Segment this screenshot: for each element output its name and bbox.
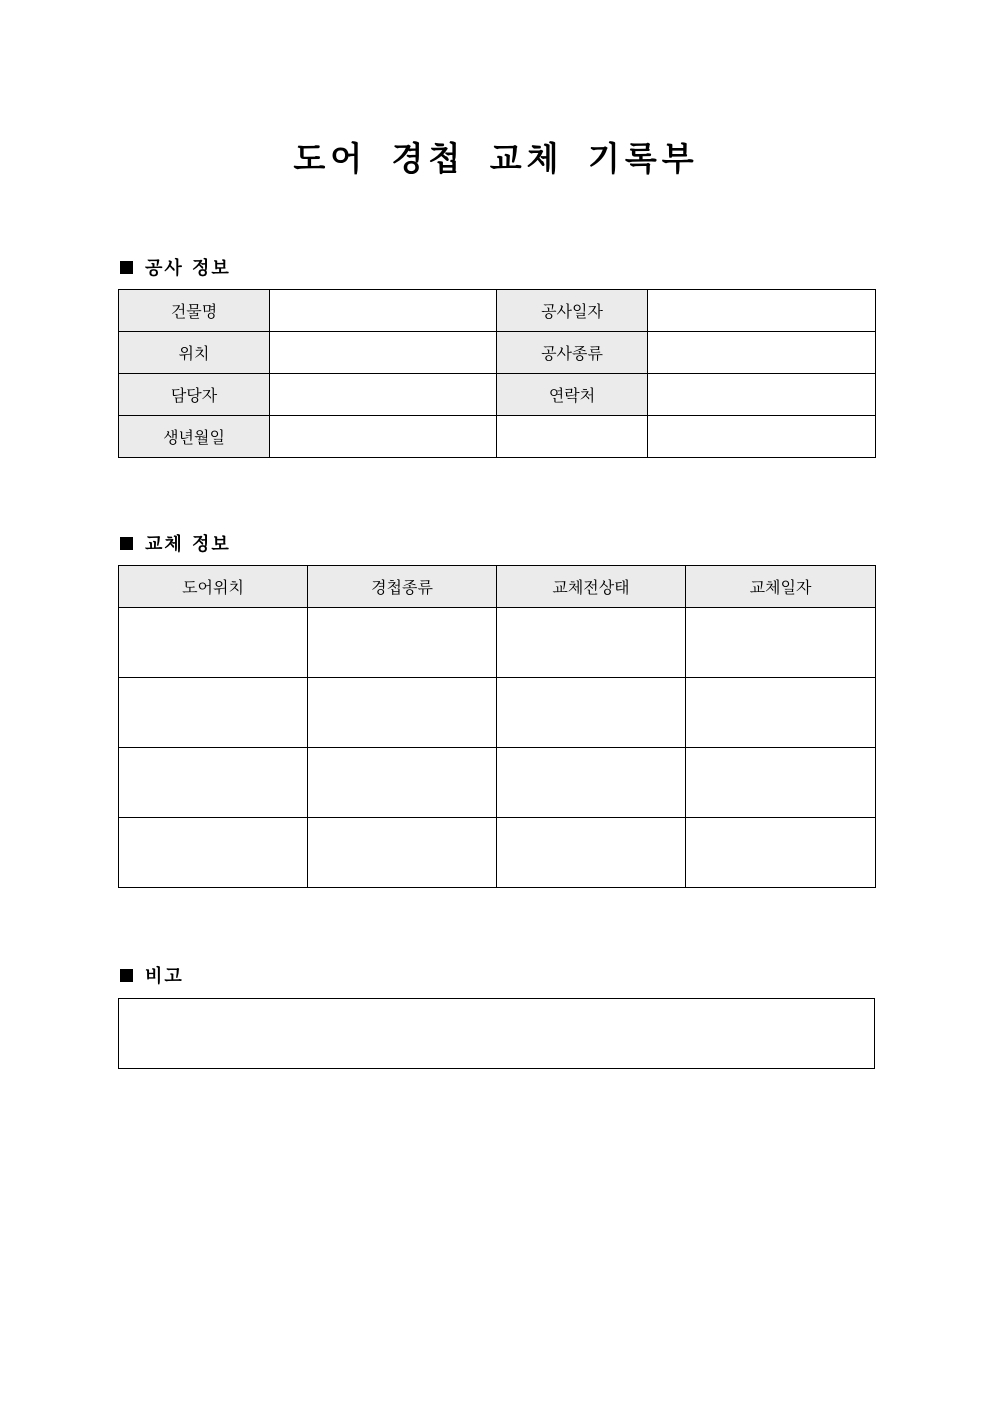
work-date-field[interactable] (648, 290, 876, 332)
manager-label: 담당자 (119, 374, 270, 416)
column-header-replacement-date: 교체일자 (686, 566, 876, 608)
work-type-field[interactable] (648, 332, 876, 374)
column-header-door-location: 도어위치 (119, 566, 308, 608)
replacement-date-cell[interactable] (686, 678, 876, 748)
blank-cell[interactable] (648, 416, 876, 458)
table-row (119, 608, 876, 678)
building-field[interactable] (270, 290, 497, 332)
remarks-table (118, 998, 875, 1069)
column-header-hinge-type: 경첩종류 (308, 566, 497, 608)
page-title: 도어 경첩 교체 기록부 (293, 139, 699, 178)
square-bullet-icon (120, 537, 133, 550)
prior-condition-cell[interactable] (497, 608, 686, 678)
table-row (119, 374, 876, 416)
birth-date-label: 생년월일 (119, 416, 270, 458)
work-date-label: 공사일자 (497, 290, 648, 332)
door-location-cell[interactable] (119, 678, 308, 748)
manager-field[interactable] (270, 374, 497, 416)
blank-cell[interactable] (497, 416, 648, 458)
section-heading-label: 비고 (145, 966, 184, 987)
prior-condition-cell[interactable] (497, 678, 686, 748)
table-row (119, 416, 876, 458)
hinge-type-cell[interactable] (308, 608, 497, 678)
section-heading-remarks (120, 962, 184, 988)
contact-label: 연락처 (497, 374, 648, 416)
door-location-cell[interactable] (119, 608, 308, 678)
table-row (119, 678, 876, 748)
prior-condition-cell[interactable] (497, 748, 686, 818)
birth-date-field[interactable] (270, 416, 497, 458)
section-heading-construction (120, 254, 231, 280)
replacement-date-cell[interactable] (686, 818, 876, 888)
location-field[interactable] (270, 332, 497, 374)
square-bullet-icon (120, 969, 133, 982)
section-heading-label: 교체 정보 (145, 534, 231, 555)
table-header-row (119, 566, 876, 608)
building-label: 건물명 (119, 290, 270, 332)
square-bullet-icon (120, 261, 133, 274)
replacement-info-table (118, 565, 876, 888)
door-location-cell[interactable] (119, 748, 308, 818)
table-row (119, 818, 876, 888)
hinge-type-cell[interactable] (308, 818, 497, 888)
table-row (119, 748, 876, 818)
column-header-prior-condition: 교체전상태 (497, 566, 686, 608)
contact-field[interactable] (648, 374, 876, 416)
replacement-date-cell[interactable] (686, 608, 876, 678)
prior-condition-cell[interactable] (497, 818, 686, 888)
table-row (119, 999, 875, 1069)
hinge-type-cell[interactable] (308, 748, 497, 818)
replacement-date-cell[interactable] (686, 748, 876, 818)
section-heading-replacement (120, 530, 231, 556)
table-row (119, 332, 876, 374)
door-location-cell[interactable] (119, 818, 308, 888)
work-type-label: 공사종류 (497, 332, 648, 374)
remarks-field[interactable] (119, 999, 875, 1069)
section-heading-label: 공사 정보 (145, 258, 231, 279)
location-label: 위치 (119, 332, 270, 374)
hinge-type-cell[interactable] (308, 678, 497, 748)
table-row (119, 290, 876, 332)
construction-info-table (118, 289, 876, 458)
